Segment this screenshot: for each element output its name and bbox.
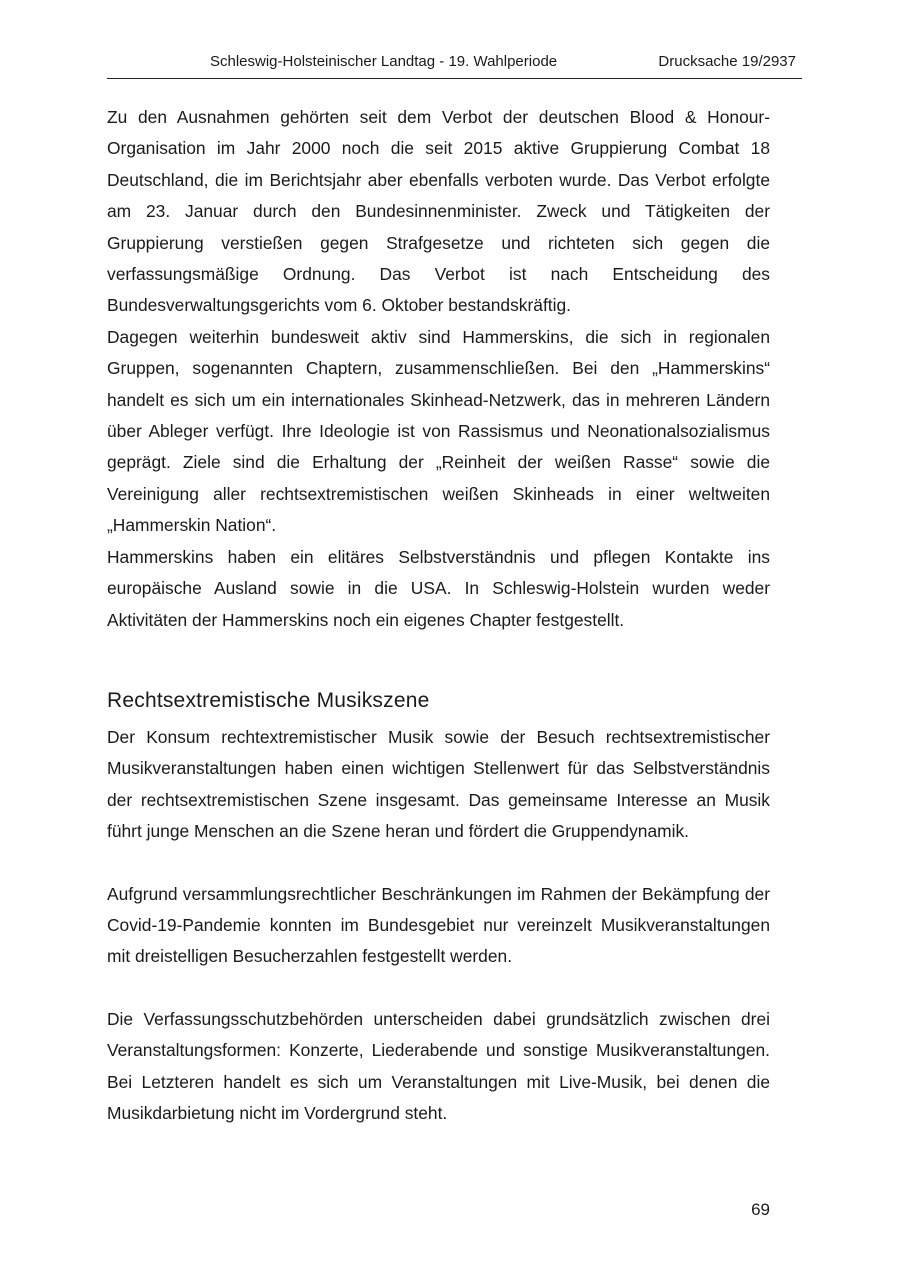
page-content xyxy=(107,102,770,1129)
header-document-number: Drucksache 19/2937 xyxy=(658,53,796,70)
page-header xyxy=(107,50,802,79)
paragraph-music-consumption: Der Konsum rechtextremistischer Musik sowie der Besuch rechtsextremistischer Musikveranstaltungen haben einen wichtigen Stellenwert für das Selbstverständnis der rechtsextremistischen Szene insgesamt. Das gemeinsame Interesse an Musik führt junge Menschen an die Szene heran und fördert die Gruppendynamik. xyxy=(107,726,770,842)
section-heading: Rechtsextremistische Musikszene xyxy=(107,688,430,712)
paragraph-hammerskins-contacts: Hammerskins haben ein elitäres Selbstverständnis und pflegen Kontakte ins europäische Ausland sowie in die USA. In Schleswig-Holstein wurden weder Aktivitäten der Hammerskins noch ein eigenes Chapter festgestellt. xyxy=(107,546,770,630)
paragraph-hammerskins: Dagegen weiterhin bundesweit aktiv sind Hammerskins, die sich in regionalen Gruppen, sogenannten Chaptern, zusammenschließen. Bei den „Hammerskins“ handelt es sich um ein internationales Skinhead-Netzwerk, das in mehreren Ländern über Ableger verfügt. Ihre Ideologie ist von Rassismus und Neonationalsozialismus geprägt. Ziele sind die Erhaltung der „Reinheit der weißen Rasse“ sowie die Vereinigung aller rechtsextremistischen weißen Skinheads in einer weltweiten „Hammerskin Nation“. xyxy=(107,326,770,536)
paragraph-combat18: Zu den Ausnahmen gehörten seit dem Verbot der deutschen Blood & Honour-Organisation im Jahr 2000 noch die seit 2015 aktive Gruppierung Combat 18 Deutschland, die im Berichtsjahr aber ebenfalls verboten wurde. Das Verbot erfolgte am 23. Januar durch den Bundesinnenminister. Zweck und Tätigkeiten der Gruppierung verstießen gegen Strafgesetze und richteten sich gegen die verfassungsmäßige Ordnung. Das Verbot ist nach Entscheidung des Bundesverwaltungsgerichts vom 6. Oktober bestandskräftig. xyxy=(107,107,770,316)
header-title: Schleswig-Holsteinischer Landtag - 19. Wahlperiode xyxy=(210,53,558,70)
paragraph-covid-restrictions: Aufgrund versammlungsrechtlicher Beschränkungen im Rahmen der Bekämpfung der Covid-19-Pandemie konnten im Bundesgebiet nur vereinzelt Musikveranstaltungen mit dreistelligen Besucherzahlen festgestellt werden. xyxy=(107,883,770,967)
paragraph-event-forms: Die Verfassungsschutzbehörden unterscheiden dabei grundsätzlich zwischen drei Veranstaltungsformen: Konzerte, Liederabende und sonstige Musikveranstaltungen. Bei Letzteren handelt es sich um Veranstaltungen mit Live-Musik, bei denen die Musikdarbietung nicht im Vordergrund steht. xyxy=(107,1008,770,1123)
page-number: 69 xyxy=(751,1200,770,1219)
